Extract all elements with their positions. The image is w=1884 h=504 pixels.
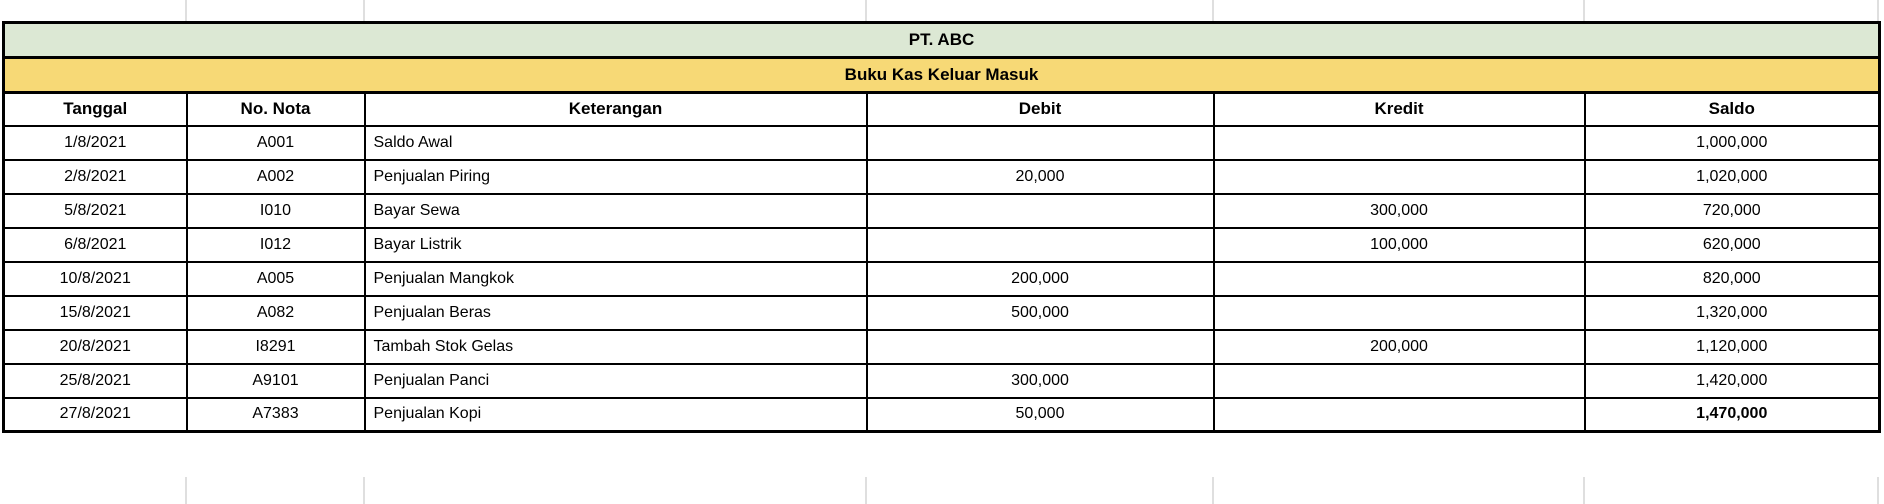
cell-tanggal[interactable]: 1/8/2021 [4,126,187,160]
company-title-cell[interactable]: PT. ABC [4,23,1880,58]
column-header-row [4,93,1880,126]
sheet-gridline [185,0,187,21]
column-header-saldo[interactable]: Saldo [1585,93,1880,126]
cell-nota[interactable]: A9101 [187,364,365,398]
sheet-gridline [865,0,867,21]
company-title-row [4,23,1880,58]
cell-kredit[interactable]: 300,000 [1214,194,1585,228]
cell-kredit[interactable] [1214,296,1585,330]
column-header-nota[interactable]: No. Nota [187,93,365,126]
table-row [4,398,1880,432]
cell-nota[interactable]: A7383 [187,398,365,432]
cell-saldo[interactable]: 1,120,000 [1585,330,1880,364]
cell-kredit[interactable] [1214,364,1585,398]
cell-kredit[interactable] [1214,126,1585,160]
column-header-debit[interactable]: Debit [867,93,1214,126]
cell-saldo[interactable]: 1,320,000 [1585,296,1880,330]
sheet-cells-below-table [0,477,1884,504]
table-row [4,364,1880,398]
cell-tanggal[interactable]: 27/8/2021 [4,398,187,432]
sheet-gridline [1877,477,1879,504]
sheet-gridline [363,0,365,21]
cell-kredit[interactable] [1214,262,1585,296]
cash-book-table [2,21,1881,433]
sheet-gridline [1877,0,1879,21]
cell-nota[interactable]: I010 [187,194,365,228]
cell-keterangan[interactable]: Penjualan Kopi [365,398,867,432]
cell-debit[interactable] [867,126,1214,160]
cell-nota[interactable]: I8291 [187,330,365,364]
cell-debit[interactable]: 200,000 [867,262,1214,296]
cell-kredit[interactable] [1214,160,1585,194]
column-header-kredit[interactable]: Kredit [1214,93,1585,126]
cell-kredit[interactable] [1214,398,1585,432]
sheet-gridline [1583,0,1585,21]
sheet-gridline [1212,0,1214,21]
cell-debit[interactable] [867,194,1214,228]
cell-tanggal[interactable]: 6/8/2021 [4,228,187,262]
cell-tanggal[interactable]: 5/8/2021 [4,194,187,228]
cell-nota[interactable]: A082 [187,296,365,330]
cell-debit[interactable]: 20,000 [867,160,1214,194]
cell-saldo[interactable]: 720,000 [1585,194,1880,228]
cell-tanggal[interactable]: 10/8/2021 [4,262,187,296]
cell-keterangan[interactable]: Tambah Stok Gelas [365,330,867,364]
cell-keterangan[interactable]: Saldo Awal [365,126,867,160]
cell-debit[interactable]: 300,000 [867,364,1214,398]
table-row [4,194,1880,228]
table-row [4,126,1880,160]
cell-nota[interactable]: I012 [187,228,365,262]
cell-keterangan[interactable]: Penjualan Beras [365,296,867,330]
cell-kredit[interactable]: 200,000 [1214,330,1585,364]
cell-debit[interactable]: 500,000 [867,296,1214,330]
cell-tanggal[interactable]: 15/8/2021 [4,296,187,330]
cell-debit[interactable] [867,228,1214,262]
cell-keterangan[interactable]: Penjualan Panci [365,364,867,398]
subtitle-row [4,58,1880,93]
cell-keterangan[interactable]: Bayar Listrik [365,228,867,262]
sheet-gridline [1583,477,1585,504]
sheet-gridline [363,477,365,504]
table-row [4,160,1880,194]
column-header-keterangan[interactable]: Keterangan [365,93,867,126]
table-row [4,228,1880,262]
cell-tanggal[interactable]: 2/8/2021 [4,160,187,194]
cell-nota[interactable]: A002 [187,160,365,194]
cell-debit[interactable]: 50,000 [867,398,1214,432]
cell-keterangan[interactable]: Penjualan Piring [365,160,867,194]
cell-keterangan[interactable]: Penjualan Mangkok [365,262,867,296]
cell-saldo[interactable]: 620,000 [1585,228,1880,262]
cell-tanggal[interactable]: 25/8/2021 [4,364,187,398]
sheet-gridline [865,477,867,504]
cell-saldo[interactable]: 1,470,000 [1585,398,1880,432]
table-row [4,296,1880,330]
subtitle-cell[interactable]: Buku Kas Keluar Masuk [4,58,1880,93]
cell-nota[interactable]: A005 [187,262,365,296]
column-header-tanggal[interactable]: Tanggal [4,93,187,126]
cell-saldo[interactable]: 1,420,000 [1585,364,1880,398]
sheet-cells-above-table [0,0,1884,21]
cell-tanggal[interactable]: 20/8/2021 [4,330,187,364]
cell-saldo[interactable]: 1,020,000 [1585,160,1880,194]
table-row [4,330,1880,364]
cell-keterangan[interactable]: Bayar Sewa [365,194,867,228]
table-row [4,262,1880,296]
cell-nota[interactable]: A001 [187,126,365,160]
cell-kredit[interactable]: 100,000 [1214,228,1585,262]
cell-saldo[interactable]: 820,000 [1585,262,1880,296]
cell-debit[interactable] [867,330,1214,364]
sheet-gridline [1212,477,1214,504]
cell-saldo[interactable]: 1,000,000 [1585,126,1880,160]
sheet-gridline [185,477,187,504]
